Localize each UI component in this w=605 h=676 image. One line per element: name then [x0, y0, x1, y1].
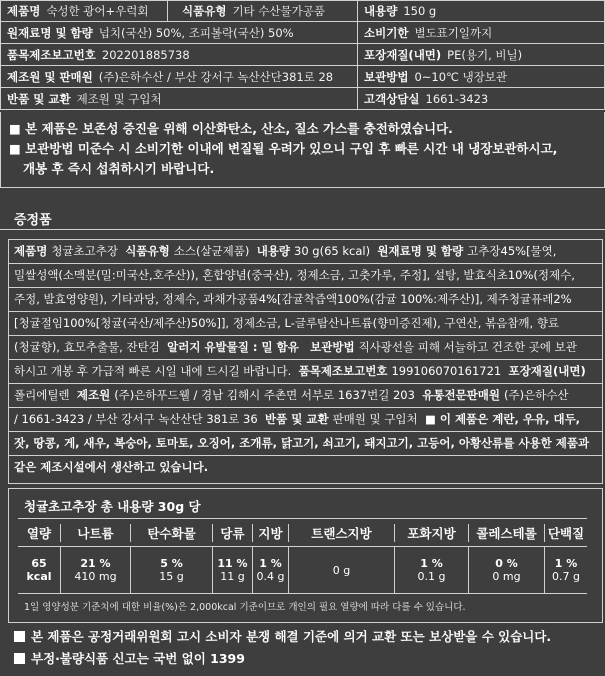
manufacturer-label: 제조원 및 판매원: [7, 69, 93, 84]
gift-ingredients-value: 고추장45%[물엿,: [467, 244, 557, 258]
storage-cell: [357, 66, 604, 87]
nutrition-header: 트랜스지방: [288, 524, 394, 542]
report-number-cell: [1, 44, 357, 65]
nutrition-cell: [60, 547, 130, 593]
return-cell: [1, 88, 357, 109]
product-name-value: 숙성한 광어+우럭회: [46, 4, 149, 18]
gift-line-2: 밀쌀성액(소맥분(밀:미국산,호주산)), 혼합양념(중국산), 정제소금, 고춧가루, 주정], 설탕, 발효식초10%(정제수,: [14, 268, 575, 282]
nutrition-pct: 5 %: [160, 557, 183, 570]
storage-label: 보관방법: [364, 69, 409, 84]
food-type-label: 식품유형: [182, 4, 227, 18]
nutrition-amount: 0 g: [332, 563, 351, 577]
info-row: [1, 44, 604, 66]
nutrition-cell: [252, 547, 288, 593]
packaging-label: 포장재질(내면): [364, 47, 442, 62]
gift-line-5: [14, 335, 577, 359]
gift-storage-value: 직사광선을 피해 서늘하고 건조한 곳에 보관: [358, 340, 577, 354]
net-weight-value: 150 g: [403, 4, 437, 18]
gift-distributor-contact: / 1661-3423 / 부산 강서구 녹산산단 381로 36: [14, 412, 258, 426]
nutrition-amount: 11 g: [220, 570, 245, 583]
gift-line-6: [14, 359, 590, 383]
gift-packaging-value: 폴리에틸렌: [14, 388, 70, 402]
storage-value: 0~10℃ 냉장보관: [414, 69, 508, 84]
nutrition-pct: 1 %: [554, 557, 578, 570]
net-weight-cell: [357, 1, 604, 21]
expiry-cell: [357, 22, 604, 43]
nutrition-value-row: [18, 547, 587, 593]
gift-line-6-text: 하시고 개봉 후 가급적 빠른 시일 내에 드시길 바랍니다.: [14, 364, 292, 378]
nutrition-table: [18, 518, 587, 594]
nutrition-cell: [394, 547, 468, 593]
report-number-value: 202201885738: [101, 47, 190, 62]
nutrition-amount: 0.1 g: [417, 570, 446, 583]
nutrition-pct: 21 %: [80, 557, 111, 570]
gift-type-label: 식품유형: [125, 244, 170, 258]
gift-distributor-label: 유통전문판매원: [422, 388, 500, 402]
nutrition-cell: [212, 547, 252, 593]
ingredients-value: 넙치(국산) 50%, 조피볼락(국산) 50%: [98, 25, 294, 40]
nutrition-footnote: 1일 영양성분 기준치에 대한 비율(%)은 2,000kcal 기준이므로 개인의 필요 열량에 따라 다를 수 있습니다.: [24, 602, 466, 613]
nutrition-amount: 0 mg: [492, 570, 521, 583]
footer-text: 본 제품은 공정거래위원회 고시 소비자 분쟁 해결 기준에 의거 교환 또는 보상받을 수 있습니다.: [31, 629, 552, 644]
product-name-label: 제품명: [7, 4, 41, 18]
nutrition-header: 지방: [252, 524, 288, 542]
nutrition-pct: 0 %: [495, 557, 518, 570]
customer-service-label: 고객상담실: [364, 91, 420, 106]
food-type-value: 기타 수산물가공품: [232, 4, 325, 18]
nutrition-header: 탄수화물: [130, 524, 212, 542]
nutrition-amount: 0.7 g: [552, 570, 580, 583]
nutrition-header: 당류: [212, 524, 252, 542]
gift-return-value: 판매원 및 구입처: [332, 412, 418, 426]
nutrition-pct: 11 %: [217, 557, 248, 570]
nutrition-cell: [544, 547, 587, 593]
product-name-cell: [1, 1, 167, 21]
customer-service-value: 1661-3423: [425, 91, 489, 106]
gift-storage-label: 보관방법: [310, 340, 355, 354]
gift-distributor-value: (주)은하수산: [504, 388, 569, 402]
customer-service-cell: [357, 88, 604, 109]
gift-manufacturer-value: (주)은하푸드웰 / 경남 김해시 주촌면 서부로 1637번길 203: [114, 388, 415, 402]
net-weight-label: 내용량: [364, 4, 398, 18]
gift-name-value: 청귤초고추장: [51, 244, 118, 258]
info-row: [1, 66, 604, 88]
gift-report-label: 품목제조보고번호: [298, 364, 388, 378]
notice-line: ■ 보관방법 미준수 시 소비기한 이내에 변질될 우려가 있으니 구입 후 빠른 시간 내 냉장보관하시고,: [9, 141, 558, 156]
ingredients-cell: [1, 22, 357, 43]
nutrition-cell: [130, 547, 212, 593]
nutrition-header: 콜레스테롤: [468, 524, 544, 542]
allergy-label: 알러지 유발물질 : 밀 함유: [167, 340, 299, 354]
gift-report-value: 19910607016172​1: [391, 364, 502, 378]
nutrition-header: 포화지방: [394, 524, 468, 542]
gift-line-7: [14, 383, 569, 407]
nutrition-pct: 1 %: [420, 557, 443, 570]
nutrition-cell: [18, 547, 60, 593]
gift-return-label: 반품 및 교환: [265, 412, 329, 426]
return-label: 반품 및 교환: [7, 91, 71, 106]
notice-line: 개봉 후 즉시 섭취하시기 바랍니다.: [23, 161, 215, 176]
nutrition-amount: 15 g: [159, 570, 184, 583]
gift-line-9: 잣, 땅콩, 게, 새우, 복숭아, 토마토, 오징어, 조개류, 닭고기, 쇠고기, 돼지고기, 고등어, 아황산류를 사용한 제품과: [14, 436, 590, 450]
gift-line-5-text: (청귤향), 효모추출물, 잔탄검: [14, 340, 160, 354]
gift-line-1: [14, 239, 556, 263]
gift-line-8: [14, 407, 580, 431]
info-row: [1, 22, 604, 44]
allergen-warning: ■ 이 제품은 계란, 우유, 대두,: [424, 412, 581, 426]
nutrition-amount: 410 mg: [74, 570, 117, 583]
footer-line: [14, 627, 551, 645]
gift-type-value: 소스(살균제품): [173, 244, 250, 258]
nutrition-header-row: [18, 519, 587, 547]
report-number-label: 품목제조보고번호: [7, 47, 96, 62]
notice-line: ■ 본 제품은 보존성 증진을 위해 이산화탄소, 산소, 질소 가스를 충전하였습니다.: [9, 121, 453, 136]
expiry-label: 소비기한: [364, 25, 409, 40]
nutrition-header: 열량: [26, 525, 52, 541]
gift-packaging-label: 포장재질(내면): [508, 364, 586, 378]
square-bullet-icon: [14, 631, 25, 642]
return-value: 제조원 및 구입처: [76, 91, 162, 106]
nutrition-amount: kcal: [26, 570, 52, 583]
nutrition-cell: [288, 547, 394, 593]
packaging-cell: [357, 44, 604, 65]
footer-line: [14, 649, 245, 667]
storage-notice: [0, 112, 605, 188]
manufacturer-value: (주)은하수산 / 부산 강서구 녹산산단381로 28: [98, 69, 334, 84]
nutrition-pct: 65: [31, 557, 47, 570]
nutrition-header: 나트륨: [60, 524, 130, 542]
gift-line-3: 주정, 발효영양원), 기타과당, 정제수, 과채가공품4%[감귤착즙액100%(감귤 100%:제주산)], 제주청귤퓨레2%: [14, 292, 572, 306]
nutrition-pct: 1 %: [259, 557, 282, 570]
info-row: [1, 0, 604, 22]
gift-qty-value: 30 g(65 kcal): [294, 244, 371, 258]
nutrition-amount: 0.4 g: [256, 570, 285, 583]
divider: [0, 229, 605, 230]
expiry-value: 별도표기일까지: [414, 25, 493, 40]
gift-ingredients-label: 원재료명 및 함량: [377, 244, 464, 258]
gift-line-10: 같은 제조시설에서 생산하고 있습니다.: [14, 460, 209, 474]
square-bullet-icon: [14, 653, 25, 664]
ingredients-label: 원재료명 및 함량: [7, 25, 93, 40]
packaging-value: PE(용기, 비닐): [447, 47, 523, 62]
footer-text: 부정·불량식품 신고는 국번 없이 1399: [31, 651, 245, 666]
product-info-table: [0, 0, 605, 110]
gift-name-label: 제품명: [14, 244, 48, 258]
manufacturer-cell: [1, 66, 357, 87]
gift-manufacturer-label: 제조원: [76, 388, 111, 402]
gift-section-title: 증정품: [14, 213, 52, 228]
info-row: [1, 88, 604, 110]
nutrition-title: 청귤초고추장 총 내용량 30g 당: [24, 499, 201, 514]
gift-line-4: [청귤절임100%[청귤(국산/제주산)50%]], 정제소금, L-글루탐산나트륨(향미증진제), 구연산, 볶음참깨, 향료: [14, 316, 560, 330]
gift-qty-label: 내용량: [256, 244, 291, 258]
food-type-cell: [167, 1, 357, 21]
nutrition-cell: [468, 547, 544, 593]
nutrition-header: 단백질: [544, 524, 587, 542]
